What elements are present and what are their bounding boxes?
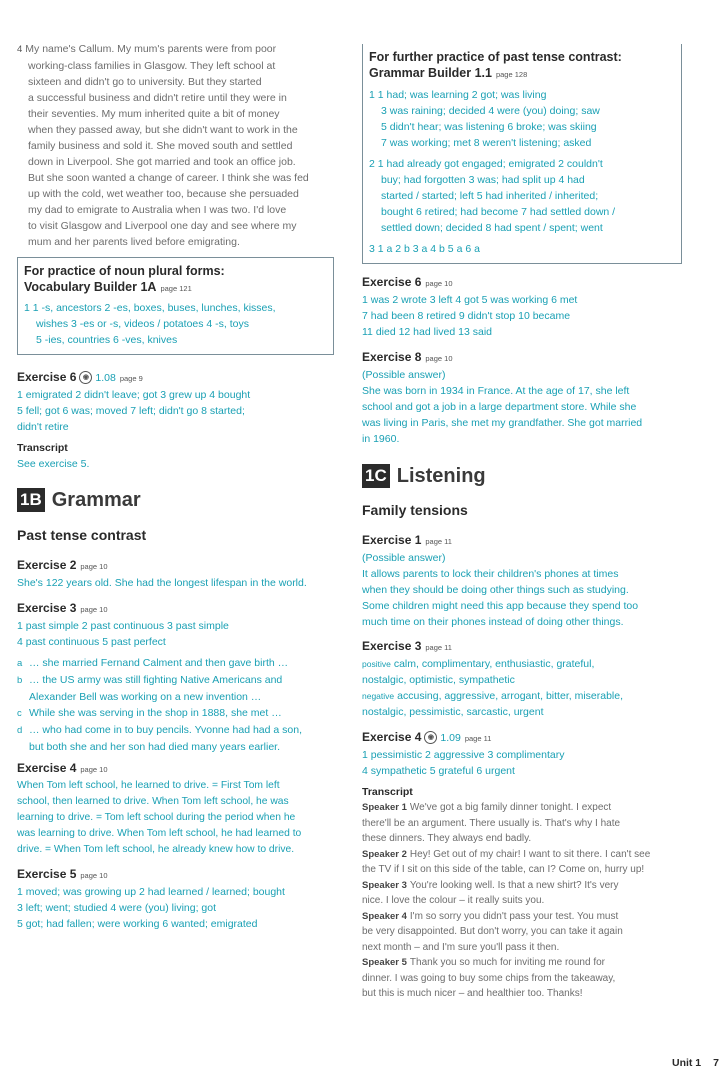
- exercise-4-right: [362, 729, 682, 1002]
- answer-line: 1 1 had; was learning 2 got; was living: [369, 89, 547, 101]
- paragraph-number: 4: [17, 44, 23, 55]
- section-title: Listening: [396, 464, 486, 487]
- box-title: For practice of noun plural forms:: [24, 264, 225, 278]
- page-reference: page 128: [495, 70, 528, 79]
- answer-line: 2 1 had already got engaged; emigrated 2 couldn't: [369, 158, 603, 170]
- page-reference: page 10: [80, 871, 108, 880]
- answer-line: 5 fell; got 6 was; moved 7 left; didn't go 8 started;: [17, 405, 245, 417]
- answer-line: wishes 3 -es or -s, videos / potatoes 4 -s, toys: [36, 318, 250, 330]
- transcript-line: the TV if I sit on this side of the table, can I? Come on, hurry up!: [362, 864, 645, 875]
- answer-line: learning to drive. = Tom left school during the period when he: [17, 812, 296, 823]
- exercise-heading: Exercise 4 ◉ 1.09 page 11: [362, 730, 492, 744]
- section-subtitle: Past tense contrast: [17, 527, 147, 543]
- answer-line: positive calm, complimentary, enthusiastic, grateful,: [362, 658, 595, 670]
- answer-line: was living in Paris, she met my grandfather. She got married: [362, 417, 643, 429]
- vocabulary-builder-box: [17, 257, 334, 355]
- answer-item: Alexander Bell was working on a new invention …: [29, 691, 262, 703]
- page-reference: page 10: [80, 765, 108, 774]
- transcript-line: Speaker 5 Thank you so much for inviting me round for: [362, 957, 605, 968]
- answer-line: 5 didn't hear; was listening 6 broke; was skiing: [381, 121, 597, 133]
- audio-icon: ◉: [424, 731, 437, 744]
- transcript-text: See exercise 5.: [17, 458, 90, 470]
- answer-line: much time on their phones instead of doing other things.: [362, 616, 624, 628]
- transcript-label: Transcript: [17, 442, 68, 454]
- exercise-4-left: [17, 760, 337, 858]
- answer-line: started / started; left 5 had inherited / inherited;: [381, 190, 599, 202]
- answer-line: was learning to drive. When Tom left school, he had learned to: [17, 828, 302, 839]
- exercise-3-right: [362, 638, 682, 720]
- text-line: when they passed away, but she didn't want to work in the: [28, 124, 298, 136]
- text-line: But she soon wanted a change of career. I think she was fed: [28, 172, 309, 184]
- answer-line: 3 1 a 2 b 3 a 4 b 5 a 6 a: [369, 243, 480, 255]
- text-line: their seventies. My mum inherited quite a bit of money: [28, 108, 280, 120]
- page-reference: page 11: [464, 734, 492, 743]
- answer-item: c While she was serving in the shop in 1888, she met …: [17, 707, 282, 719]
- answer-line: settled down; decided 8 had spent / spent; went: [381, 222, 603, 234]
- unit-label: Unit 1: [671, 1057, 702, 1069]
- text-line: my dad to emigrate to Australia when I was two. I'd love: [28, 204, 287, 216]
- text-line: down in Liverpool. She got married and took an office job.: [28, 156, 296, 168]
- transcript-line: these dinners. They always end badly.: [362, 833, 532, 844]
- answer-line: 7 had been 8 retired 9 didn't stop 10 became: [362, 310, 571, 322]
- transcript-line: but this is much nicer – and healthier too. Thanks!: [362, 988, 583, 999]
- answer-line: 3 left; went; studied 4 were (you) living; got: [17, 902, 217, 914]
- exercise-3-left: [17, 600, 335, 755]
- answer-line: 1 moved; was growing up 2 had learned / learned; bought: [17, 886, 285, 898]
- text-line: sixteen and didn't go to university. But they started: [28, 76, 262, 88]
- exercise-heading: Exercise 1 page 11: [362, 533, 452, 547]
- answer-item: a … she married Fernand Calment and then gave birth …: [17, 657, 289, 669]
- exercise-heading: Exercise 6 page 10: [362, 275, 453, 289]
- negative-tag: negative: [362, 691, 395, 701]
- transcript-line: Speaker 3 You're looking well. Is that a new shirt? It's very: [362, 879, 619, 891]
- page-reference: page 10: [425, 354, 453, 363]
- transcript-line: Speaker 4 I'm so sorry you didn't pass your test. You must: [362, 910, 619, 922]
- exercise-heading: Exercise 6 ◉ 1.08 page 9: [17, 370, 143, 384]
- answer-line: drive. = When Tom left school, he already knew how to drive.: [17, 844, 295, 855]
- answer-line: 1 pessimistic 2 aggressive 3 complimentary: [362, 749, 565, 761]
- answer-item: d … who had come in to buy pencils. Yvonne had had a son,: [17, 724, 302, 736]
- box-subtitle: Vocabulary Builder 1A page 121: [24, 280, 192, 294]
- exercise-heading: Exercise 3 page 10: [17, 601, 108, 615]
- section-badge: 1B: [17, 488, 45, 512]
- answer-line: bought 6 retired; had become 7 had settled down /: [381, 206, 616, 218]
- audio-track: 1.09: [440, 732, 461, 744]
- answer-line: 4 sympathetic 5 grateful 6 urgent: [362, 765, 515, 777]
- exercise-heading: Exercise 8 page 10: [362, 350, 453, 364]
- grammar-builder-box: [362, 44, 682, 264]
- text-line: working-class families in Glasgow. They left school at: [28, 60, 276, 72]
- speaker-label: Speaker 5: [362, 957, 407, 968]
- transcript-line: next month – and I'm sure you'll pass it then.: [362, 941, 560, 953]
- page-number: 7: [713, 1057, 719, 1069]
- audio-icon: ◉: [79, 371, 92, 384]
- answer-line: It allows parents to lock their children's phones at times: [362, 568, 619, 580]
- text-line: mum and her parents lived before emigrating.: [28, 236, 240, 248]
- answer-line: didn't retire: [17, 421, 69, 433]
- answer-line: 5 got; had fallen; were working 6 wanted; emigrated: [17, 918, 258, 930]
- answer-line: nostalgic, optimistic, sympathetic: [362, 674, 515, 686]
- page-reference: page 10: [80, 562, 108, 571]
- exercise-6-left: [17, 369, 335, 472]
- answer-line: nostalgic, pessimistic, sarcastic, urgent: [362, 706, 544, 718]
- exercise-1-right: [362, 532, 682, 630]
- answer-line: 7 was working; met 8 weren't listening; asked: [381, 137, 592, 149]
- section-badge: 1C: [362, 464, 390, 488]
- exercise-heading: Exercise 3 page 11: [362, 639, 452, 653]
- speaker-label: Speaker 4: [362, 910, 407, 922]
- answer-line: She's 122 years old. She had the longest lifespan in the world.: [17, 577, 307, 589]
- answer-line: 1 emigrated 2 didn't leave; got 3 grew up 4 bought: [17, 389, 251, 401]
- section-subtitle: Family tensions: [362, 502, 468, 518]
- audio-track: 1.08: [95, 372, 116, 384]
- answer-line: negative accusing, aggressive, arrogant, bitter, miserable,: [362, 690, 624, 702]
- section-header-1b: [17, 488, 141, 512]
- page-reference: page 121: [160, 284, 192, 293]
- box-subtitle: Grammar Builder 1.1 page 128: [369, 66, 528, 80]
- text-line: My name's Callum. My mum's parents were from poor: [25, 43, 277, 55]
- transcript-line: Speaker 1 We've got a big family dinner tonight. I expect: [362, 802, 612, 813]
- possible-answer-note: (Possible answer): [362, 552, 446, 564]
- answer-line: She was born in 1934 in France. At the age of 17, she left: [362, 385, 630, 397]
- transcript-line: Speaker 2 Hey! Get out of my chair! I want to sit there. I can't see: [362, 848, 651, 860]
- answer-item: but both she and her son had died many years earlier.: [29, 741, 280, 753]
- transcript-line: dinner. I was going to buy some chips from the takeaway,: [362, 972, 616, 984]
- text-line: up with the cold, wet weather too, because she persuaded: [28, 188, 299, 200]
- speaker-label: Speaker 1: [362, 802, 407, 813]
- exercise-heading: Exercise 5 page 10: [17, 867, 108, 881]
- transcript-line: be very disappointed. But don't worry, you can take it again: [362, 926, 623, 937]
- exercise-heading: Exercise 2 page 10: [17, 558, 108, 572]
- answer-line: 3 was raining; decided 4 were (you) doing; saw: [381, 105, 600, 117]
- answer-line: 1 1 -s, ancestors 2 -es, boxes, buses, lunches, kisses,: [24, 302, 276, 314]
- exercise-6-right: [362, 274, 682, 340]
- answer-line: when they should be doing other things such as studying.: [362, 584, 629, 596]
- text-line: a successful business and didn't retire until they were in: [28, 92, 287, 104]
- text-line: family business and sold it. She moved south and settled: [28, 140, 293, 152]
- exercise-5-left: [17, 866, 337, 932]
- section-title: Grammar: [51, 488, 141, 511]
- transcript-line: there'll be an argument. There usually is. That's why I hate: [362, 817, 621, 829]
- answer-line: When Tom left school, he learned to drive. = First Tom left: [17, 780, 280, 791]
- answer-line: 1 past simple 2 past continuous 3 past simple: [17, 620, 229, 632]
- answer-line: in 1960.: [362, 433, 400, 445]
- transcript-label: Transcript: [362, 786, 413, 798]
- answer-line: Some children might need this app because they spend too: [362, 600, 639, 612]
- answer-line: buy; had forgotten 3 was; had split up 4 had: [381, 174, 585, 186]
- exercise-8-right: [362, 349, 682, 447]
- positive-tag: positive: [362, 659, 391, 669]
- answer-line: 5 -ies, countries 6 -ves, knives: [36, 334, 178, 346]
- intro-paragraph: [17, 41, 335, 250]
- exercise-heading: Exercise 4 page 10: [17, 761, 108, 775]
- answer-item: b … the US army was still fighting Native Americans and: [17, 674, 283, 686]
- answer-line: 11 died 12 had lived 13 said: [362, 326, 492, 338]
- transcript-line: nice. I love the colour – it really suits you.: [362, 895, 545, 906]
- page-reference: page 10: [425, 279, 453, 288]
- exercise-2-left: [17, 557, 335, 591]
- page-reference: page 10: [80, 605, 108, 614]
- answer-line: 1 was 2 wrote 3 left 4 got 5 was working 6 met: [362, 294, 578, 306]
- page-footer: [660, 1057, 719, 1069]
- possible-answer-note: (Possible answer): [362, 369, 446, 381]
- answer-line: school, then learned to drive. When Tom left school, he was: [17, 796, 289, 807]
- speaker-label: Speaker 3: [362, 879, 407, 891]
- text-line: to visit Glasgow and Liverpool one day and see where my: [28, 220, 297, 232]
- page-reference: page 11: [425, 537, 452, 546]
- page-reference: page 9: [119, 374, 143, 383]
- speaker-label: Speaker 2: [362, 848, 407, 860]
- section-header-1c: [362, 464, 486, 488]
- page-reference: page 11: [425, 643, 452, 652]
- answer-line: school and got a job in a large department store. While she: [362, 401, 637, 413]
- answer-line: 4 past continuous 5 past perfect: [17, 636, 166, 648]
- box-title: For further practice of past tense contrast:: [369, 50, 622, 64]
